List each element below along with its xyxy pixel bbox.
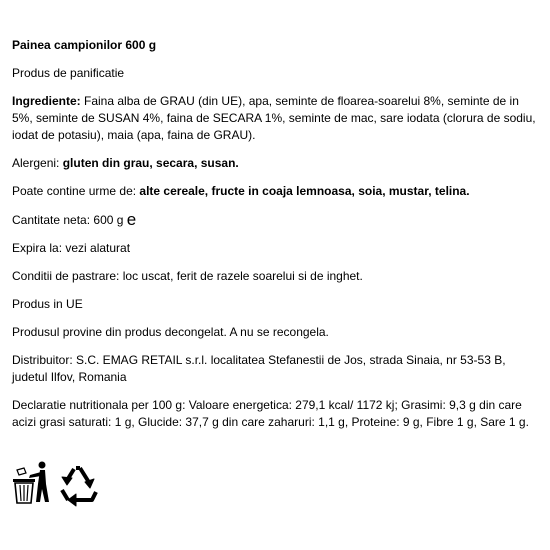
traces-value: alte cereale, fructe in coaja lemnoasa, soia, mustar, telina. (139, 184, 470, 198)
origin: Produs in UE (12, 297, 83, 311)
traces (12, 183, 540, 200)
net-quantity (12, 211, 540, 229)
allergens-value: gluten din grau, secara, susan. (62, 156, 239, 170)
estimated-sign: e (126, 210, 137, 229)
ingredients (12, 93, 540, 144)
thawed-notice: Produsul provine din produs decongelat. A nu se recongela. (12, 325, 329, 339)
net-quantity-value: 600 g (93, 213, 127, 227)
nutrition-declaration: Declaratie nutritionala per 100 g: Valoare energetica: 279,1 kcal/ 1172 kj; Grasimi: 9,3 g din care acizi grasi saturati: 1 g, Glucide: 37,7 g din care zaharuri: 1,1 g, Proteine: 9 g, Fibre 1 g, Sare 1 g. (12, 398, 529, 429)
tidyman-bin-icon (13, 462, 49, 504)
allergens (12, 155, 540, 172)
net-quantity-label: Cantitate neta: (12, 213, 94, 227)
traces-label: Poate contine urme de: (12, 184, 140, 198)
ingredients-text: Faina alba de GRAU (din UE), apa, seminte de floarea-soarelui 8%, seminte de in 5%, seminte de SUSAN 4%, faina de SECARA 1%, seminte de mac, sare iodata (clorura de sodiu, iodat de potasiu), maia (apa, faina de GRAU). (12, 94, 536, 142)
ingredients-label: Ingrediente: (12, 94, 81, 108)
storage-conditions: Conditii de pastrare: loc uscat, ferit de razele soarelui si de inghet. (12, 269, 363, 283)
allergens-label: Alergeni: (12, 156, 63, 170)
expiry: Expira la: vezi alaturat (12, 241, 131, 255)
recycle-icon (62, 468, 96, 506)
disposal-icons-svg (10, 460, 110, 508)
product-title: Painea campionilor 600 g (12, 38, 157, 52)
label-sheet (12, 37, 540, 442)
disposal-icons (10, 460, 110, 508)
product-category: Produs de panificatie (12, 66, 125, 80)
distributor: Distribuitor: S.C. EMAG RETAIL s.r.l. localitatea Stefanestii de Jos, strada Sinaia, nr 53-53 B, judetul Ilfov, Romania (12, 353, 506, 384)
